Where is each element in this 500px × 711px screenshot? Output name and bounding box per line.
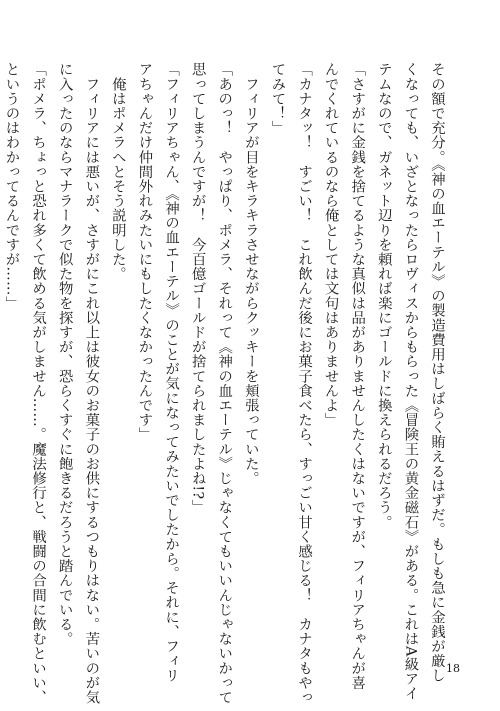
text-line: フィリアには悪いが、さすがにこれ以上は彼女のお菓子のお供にするつもりはない。苦いのが気: [83, 62, 100, 705]
text-line: に入ったのならマナラークで似た物を探すが、恐らくすぐに飽きるだろうと踏んでいる。: [56, 62, 73, 646]
text-line: というのはわかってるんですが……」: [3, 62, 20, 311]
page-number: 18: [446, 662, 460, 675]
text-line: テムなので、ガネット辺りを頼れば楽にゴールドに換えられるだろう。: [375, 62, 392, 530]
text-line: 「フィリアちゃん、《神の血エーテル》のことが気になってみたいでしたから。それに、フィリ: [163, 62, 180, 683]
text-line: 思ってしまうんですが！ 今百億ゴールドが捨てられましたよね!?」: [189, 62, 206, 514]
text-line: 「カナタッ！ すごい！ これ飲んだ後にお菓子食べたら、すっごい甘く感じる！ カナタもやっ: [296, 62, 313, 705]
text-line: 「あのっ！ やっぱり、ポメラ、それって《神の血エーテル》じゃなくてもいいんじゃないかって: [216, 62, 233, 705]
text-line: その額で充分。《神の血エーテル》の製造費用はしばらく賄えるはずだ。もしも急に金銭が厳し: [429, 62, 445, 683]
text-line: んでくれているのなら俺としては文句はありませんよ」: [322, 62, 339, 427]
text-line: 「さすがに金銭を捨てるような真似は品がありませんしたくはないですが、フィリアちゃんが喜: [349, 62, 366, 690]
text-line: アちゃんだけ仲間外れみたいにもしたくなかったんです」: [136, 62, 153, 442]
text-line: 俺はポメラへとそう説明した。: [109, 62, 126, 281]
body-text: [0, 62, 450, 705]
text-line: 「ポメラ、ちょっと恐れ多くて飲める気がしません……。魔法修行と、戦闘の合間に飲むといい、: [30, 62, 47, 705]
text-line: フィリアが目をキラキラさせながらクッキーを頬張っていた。: [242, 62, 259, 486]
text-line: くなっても、いざとなったらロヴィスからもらった《冒険王の黄金磁石》がある。これはA級アイ: [402, 62, 419, 701]
text-line: てみて！」: [269, 62, 286, 135]
